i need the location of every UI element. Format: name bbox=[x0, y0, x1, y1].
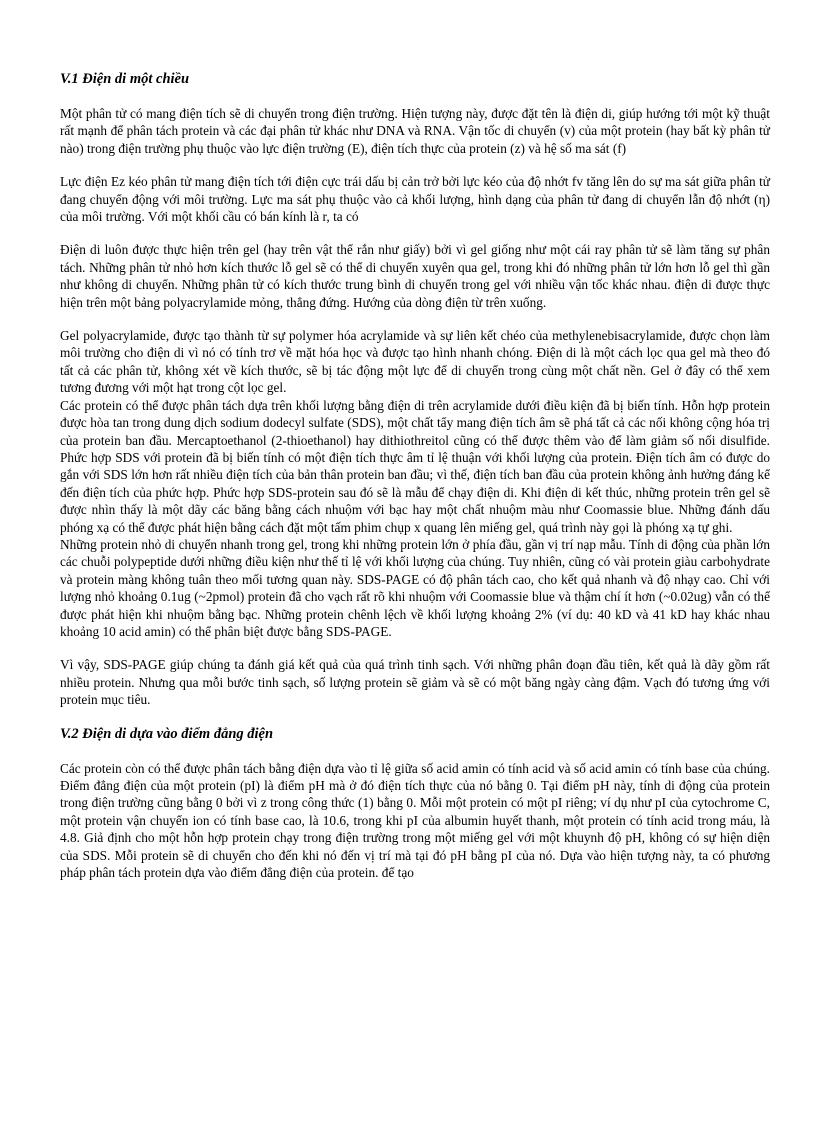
paragraph: Những protein nhỏ di chuyển nhanh trong gel, trong khi những protein lớn ở phía đầu, gần vị trí nạp mẫu. Tính di động của phần lớn các chuỗi polypeptide dưới những điều kiện như thế tỉ lệ với khối lượng của chúng. Tuy nhiên, cũng có vài protein giàu carbohydrate và protein màng không tuân theo mối tương quan này. SDS-PAGE có độ phân tách cao, cho kết quả nhanh và độ nhạy cao. Chỉ với lượng nhỏ khoảng 0.1ug (~2pmol) protein đã cho vạch rất rõ khi nhuộm với Coomassie blue và thậm chí ít hơn (~0.02ug) vẫn có thể được phát hiện khi nhuộm bằng bạc. Những protein chênh lệch về khối lượng khoảng 2% (ví dụ: 40 kD và 41 kD hay khác nhau khoảng 10 acid amin) có thể phân biệt được bằng SDS-PAGE. bbox=[60, 536, 770, 639]
paragraph: Lực điện Ez kéo phân tử mang điện tích tới điện cực trái dấu bị cản trở bởi lực kéo của độ nhớt fv tăng lên do sự ma sát giữa phân tử đang chuyển động với môi trường. Lực ma sát phụ thuộc vào cả khối lượng, hình dạng của phân tử đang di chuyển lẫn độ nhớt (η) của môi trường. Với một khối cầu có bán kính là r, ta có bbox=[60, 174, 770, 225]
section-heading-1d-electrophoresis: V.1 Điện di một chiều bbox=[60, 71, 190, 87]
paragraph: Các protein có thể được phân tách dựa trên khối lượng bằng điện di trên acrylamide dưới điều kiện đã bị biến tính. Hỗn hợp protein được hòa tan trong dung dịch sodium dodecyl sulfate (SDS), một chất tẩy mang điện tích âm sẽ phá tất cả các nối không cộng hóa trị của protein ban đầu. Mercaptoethanol (2-thioethanol) hay dithiothreitol cũng có thể được thêm vào để làm giảm số nối disulfide. Phức hợp SDS với protein đã bị biến tính có một điện tích thực âm tỉ lệ thuận với khối lượng của protein. Điện tích âm có được do gắn với SDS lớn hơn rất nhiều điện tích của bản thân protein ban đầu; vì thế, điện tích ban đầu của protein không ảnh hưởng đáng kể đến điện tích của phức hợp. Phức hợp SDS-protein sau đó sẽ là mẫu để chạy điện di. Khi điện di kết thúc, những protein trên gel sẽ được nhìn thấy là một dãy các băng bằng cách nhuộm với bạc hay một chất nhuộm màu như Coomassie blue. Những đánh dấu phóng xạ có thể được phát hiện bằng cách đặt một tấm phim chụp x quang lên miếng gel, quá trình này gọi là phóng xạ tự ghi. bbox=[60, 397, 770, 535]
section-heading-isoelectric-focusing: V.2 Điện di dựa vào điểm đẳng điện bbox=[60, 725, 274, 742]
paragraph: Các protein còn có thể được phân tách bằng điện dựa vào tỉ lệ giữa số acid amin có tính acid và số acid amin có tính base của chúng. Điểm đẳng điện của một protein (pI) là điểm pH mà ở đó điện tích thực của nó bằng 0. Tại điểm pH này, tính di động của protein trong điện trường cũng bằng 0 bởi vì z trong công thức (1) bằng 0. Mỗi một protein có một pI riêng; ví dụ như pI của cytochrome C, một protein vận chuyển ion có tính base cao, là 10.6, trong khi pI của albumin huyết thanh, một protein có tính acid trong máu, là 4.8. Giả định cho một hỗn hợp protein chạy trong điện trường trong một miếng gel với một khuynh độ pH, không có sự hiện diện của SDS. Mỗi protein sẽ di chuyển cho đến khi nó đến vị trí mà tại đó pH bằng pI của nó. Dựa vào hiện tượng này, ta có phương pháp phân tách protein dựa vào điểm đẳng điện của protein. để tạo bbox=[60, 760, 770, 881]
paragraph: Vì vậy, SDS-PAGE giúp chúng ta đánh giá kết quả của quá trình tinh sạch. Với những phân đoạn đầu tiên, kết quả là dãy gồm rất nhiều protein. Nhưng qua mỗi bước tinh sạch, số lượng protein sẽ giảm và sẽ có một băng ngày càng đậm. Vạch đó tương ứng với protein mục tiêu. bbox=[60, 657, 770, 708]
paragraph: Một phân tử có mang điện tích sẽ di chuyển trong điện trường. Hiện tượng này, được đặt tên là điện di, giúp hướng tới một kỹ thuật rất mạnh để phân tách protein và các đại phân tử khác như DNA và RNA. Vận tốc di chuyển (v) của một protein (hay bất kỳ phân tử nào) trong điện trường phụ thuộc vào lực điện trường (E), điện tích thực của protein (z) và hệ số ma sát (f) bbox=[60, 106, 770, 156]
paragraph: Điện di luôn được thực hiện trên gel (hay trên vật thể rắn như giấy) bởi vì gel giống như một cái ray phân tử sẽ làm tăng sự phân tách. Những phân tử nhỏ hơn kích thước lỗ gel sẽ có thể di chuyển xuyên qua gel, trong khi đó những phân tử lớn hơn lỗ gel thì gần như không di chuyển. Những phân tử có kích thước trung bình di chuyển trong gel với nhiều vận tốc khác nhau. điện di được thực hiện trên một bảng polyacrylamide mỏng, thẳng đứng. Hướng của dòng điện từ trên xuống. bbox=[60, 242, 770, 310]
document-body bbox=[60, 70, 770, 881]
paragraph: Gel polyacrylamide, được tạo thành từ sự polymer hóa acrylamide và sự liên kết chéo của methylenebisacrylamide, được chọn làm môi trường cho điện di vì nó có tính trơ về mặt hóa học và được tạo hình nhanh chóng. Điện di là một cách lọc qua gel mà theo đó tất cả các phân tử, không xét về kích thước, sẽ bị tác động một lực để di chuyển trong cùng một chất nền. Gel ở đây có thể xem tương đương với một hạt trong cột lọc gel. bbox=[60, 328, 770, 396]
